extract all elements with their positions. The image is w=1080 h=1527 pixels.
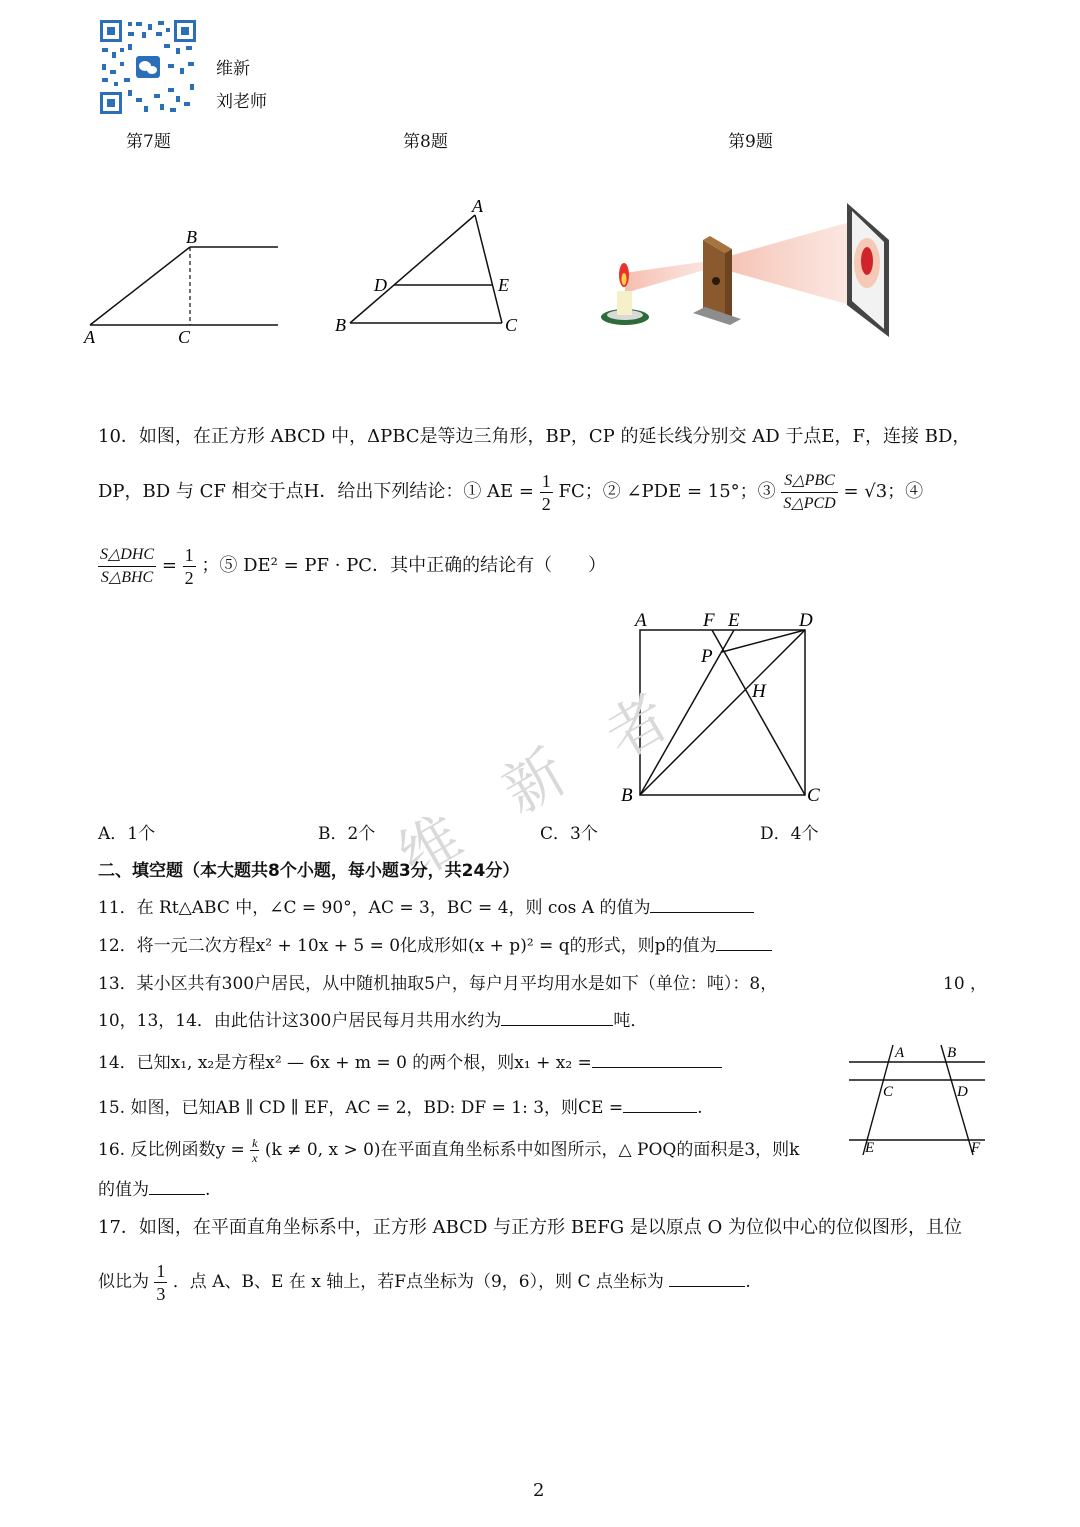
- fig15-label-e: E: [865, 1140, 875, 1156]
- fig10-label-e: E: [728, 610, 740, 631]
- q10-half-fraction: [540, 470, 553, 515]
- fig8-label-b: B: [335, 315, 346, 335]
- header-line1: 维新: [216, 59, 250, 79]
- q12-answer-blank[interactable]: [716, 950, 772, 951]
- figure-q15: [845, 1040, 990, 1160]
- q10-option-d: D．4个: [760, 824, 819, 844]
- q12-body: 12．将一元二次方程x² + 10x + 5 = 0化成形如(x + p)² = q的形式，则p的值为: [98, 936, 717, 956]
- header-line2: 刘老师: [216, 92, 267, 112]
- q17-third-num: 1: [156, 1261, 166, 1281]
- fig15-label-f: F: [971, 1140, 981, 1156]
- fig8-label-c: C: [505, 315, 518, 335]
- q10-half-den: 2: [541, 493, 551, 514]
- q10-line2-part3: = √3；④: [843, 481, 924, 502]
- q11-answer-blank[interactable]: [650, 912, 754, 913]
- q17-end: .: [745, 1272, 751, 1292]
- q12-text: [98, 938, 772, 955]
- q10-line3-part2: ；⑤ DE² = PF · PC．其中正确的结论有（ ）: [201, 555, 607, 576]
- q10-half2-den: 2: [184, 567, 194, 588]
- q13-line1: 13．某小区共有300户居民，从中随机抽取5户，每户月平均用水是如下（单位：吨）：8，: [98, 974, 778, 994]
- q17-part2: ．点 A、B、E 在 x 轴上，若F点坐标为（9，6），则 C 点坐标为: [172, 1272, 664, 1292]
- q14-answer-blank[interactable]: [592, 1067, 722, 1068]
- watermark-char-1: 维: [387, 802, 474, 893]
- q15-answer-blank[interactable]: [623, 1112, 697, 1113]
- q16-body2: 的值为: [98, 1180, 149, 1200]
- fig7-label-b: B: [186, 227, 197, 247]
- fig10-label-h: H: [752, 681, 766, 702]
- q10-option-c: C．3个: [540, 824, 598, 844]
- q16-k-num: k: [252, 1136, 258, 1150]
- q10-half2-num: 1: [184, 544, 194, 565]
- q13-line1-end: 10 ，: [943, 974, 988, 994]
- q14-text: [98, 1055, 722, 1072]
- fig10-label-d: D: [799, 610, 813, 631]
- fig15-label-b: B: [947, 1045, 957, 1061]
- q13-line2: [98, 1013, 647, 1030]
- q13-answer-blank[interactable]: [501, 1025, 613, 1026]
- q15-end: .: [697, 1098, 703, 1118]
- figure-q9-pinhole-illustration: [595, 195, 900, 350]
- q17-part1: 似比为: [98, 1272, 149, 1292]
- q17-line2: [98, 1256, 751, 1308]
- fig10-label-p: P: [701, 646, 713, 667]
- q10-half-num: 1: [541, 470, 551, 491]
- q11-body: 11．在 Rt△ABC 中，∠C = 90°，AC = 3，BC = 4，则 cos A 的值为: [98, 898, 651, 918]
- figure-title-q8: 第8题: [403, 132, 448, 152]
- q13-body: 10，13，14．由此估计这300户居民每月共用水约为: [98, 1011, 502, 1031]
- fig7-label-a: A: [84, 327, 95, 347]
- q17-answer-blank[interactable]: [669, 1286, 745, 1287]
- q17-line1: 17．如图，在平面直角坐标系中，正方形 ABCD 与正方形 BEFG 是以原点 O 为位似中心的位似图形，且位: [98, 1217, 962, 1238]
- q16-line2: [98, 1182, 210, 1199]
- q16-part1: 16. 反比例函数y =: [98, 1140, 245, 1160]
- figure-q8: [330, 195, 530, 340]
- figure-q7: [80, 225, 290, 350]
- q16-part2: (k ≠ 0, x > 0)在平面直角坐标系中如图所示，△ POQ的面积是3，则k: [264, 1140, 800, 1160]
- q10-line1: 10．如图，在正方形 ABCD 中，ΔPBC是等边三角形，BP，CP 的延长线分别交 AD 于点E，F，连接 BD，: [98, 426, 971, 447]
- fig7-label-c: C: [178, 327, 191, 347]
- q16-k-den: x: [252, 1151, 258, 1165]
- fig15-label-d: D: [957, 1084, 968, 1100]
- q10-ratio3-num: S△PBC: [781, 470, 837, 493]
- q10-line2-part2: FC；② ∠PDE = 15°；③: [558, 481, 776, 502]
- q16-line1: [98, 1134, 799, 1166]
- page-number: 2: [533, 1480, 545, 1501]
- q10-line2-part1: DP，BD 与 CF 相交于点H．给出下列结论：① AE =: [98, 481, 534, 502]
- q15-body: 15. 如图，已知AB ∥ CD ∥ EF，AC = 2，BD: DF = 1: 3，则CE =: [98, 1098, 624, 1118]
- fig8-label-d: D: [374, 275, 387, 295]
- fig15-label-c: C: [883, 1084, 894, 1100]
- qr-code: [98, 18, 198, 116]
- fig10-label-b: B: [621, 785, 633, 806]
- q13-unit: 吨．: [613, 1011, 648, 1031]
- q10-half-fraction-2: [183, 544, 196, 589]
- fig15-label-a: A: [895, 1045, 905, 1061]
- fig8-label-e: E: [498, 275, 509, 295]
- q17-third-fraction: [154, 1260, 167, 1305]
- fig8-label-a: A: [472, 196, 483, 216]
- q11-text: [98, 900, 754, 917]
- q17-third-den: 3: [156, 1284, 166, 1304]
- q10-option-a: A．1个: [98, 824, 156, 844]
- q10-ratio4-num: S△DHC: [98, 544, 156, 567]
- q16-answer-blank[interactable]: [149, 1194, 205, 1195]
- figure-title-q9: 第9题: [728, 132, 773, 152]
- fig10-label-c: C: [807, 785, 820, 806]
- q16-k-fraction: [250, 1136, 259, 1165]
- watermark-char-3: 者: [594, 682, 681, 773]
- figure-title-q7: 第7题: [126, 132, 171, 152]
- fig10-label-f: F: [703, 610, 715, 631]
- q15-text: [98, 1100, 703, 1117]
- q10-ratio3-den: S△PCD: [783, 494, 836, 512]
- q10-ratio4-den: S△BHC: [100, 568, 154, 586]
- q10-line2: [98, 466, 923, 518]
- q14-body: 14．已知x₁, x₂是方程x² — 6x + m = 0 的两个根，则x₁ + x₂ =: [98, 1053, 592, 1073]
- section2-heading: 二、填空题（本大题共8个小题，每小题3分，共24分）: [98, 861, 520, 881]
- q10-ratio3-fraction: [781, 470, 837, 515]
- q16-end: .: [205, 1180, 211, 1200]
- watermark-char-2: 新: [491, 737, 578, 828]
- q10-option-b: B．2个: [318, 824, 376, 844]
- fig10-label-a: A: [635, 610, 647, 631]
- q10-line3: [98, 540, 606, 592]
- q10-ratio4-fraction: [98, 544, 156, 589]
- q10-line3-equals: =: [161, 555, 177, 576]
